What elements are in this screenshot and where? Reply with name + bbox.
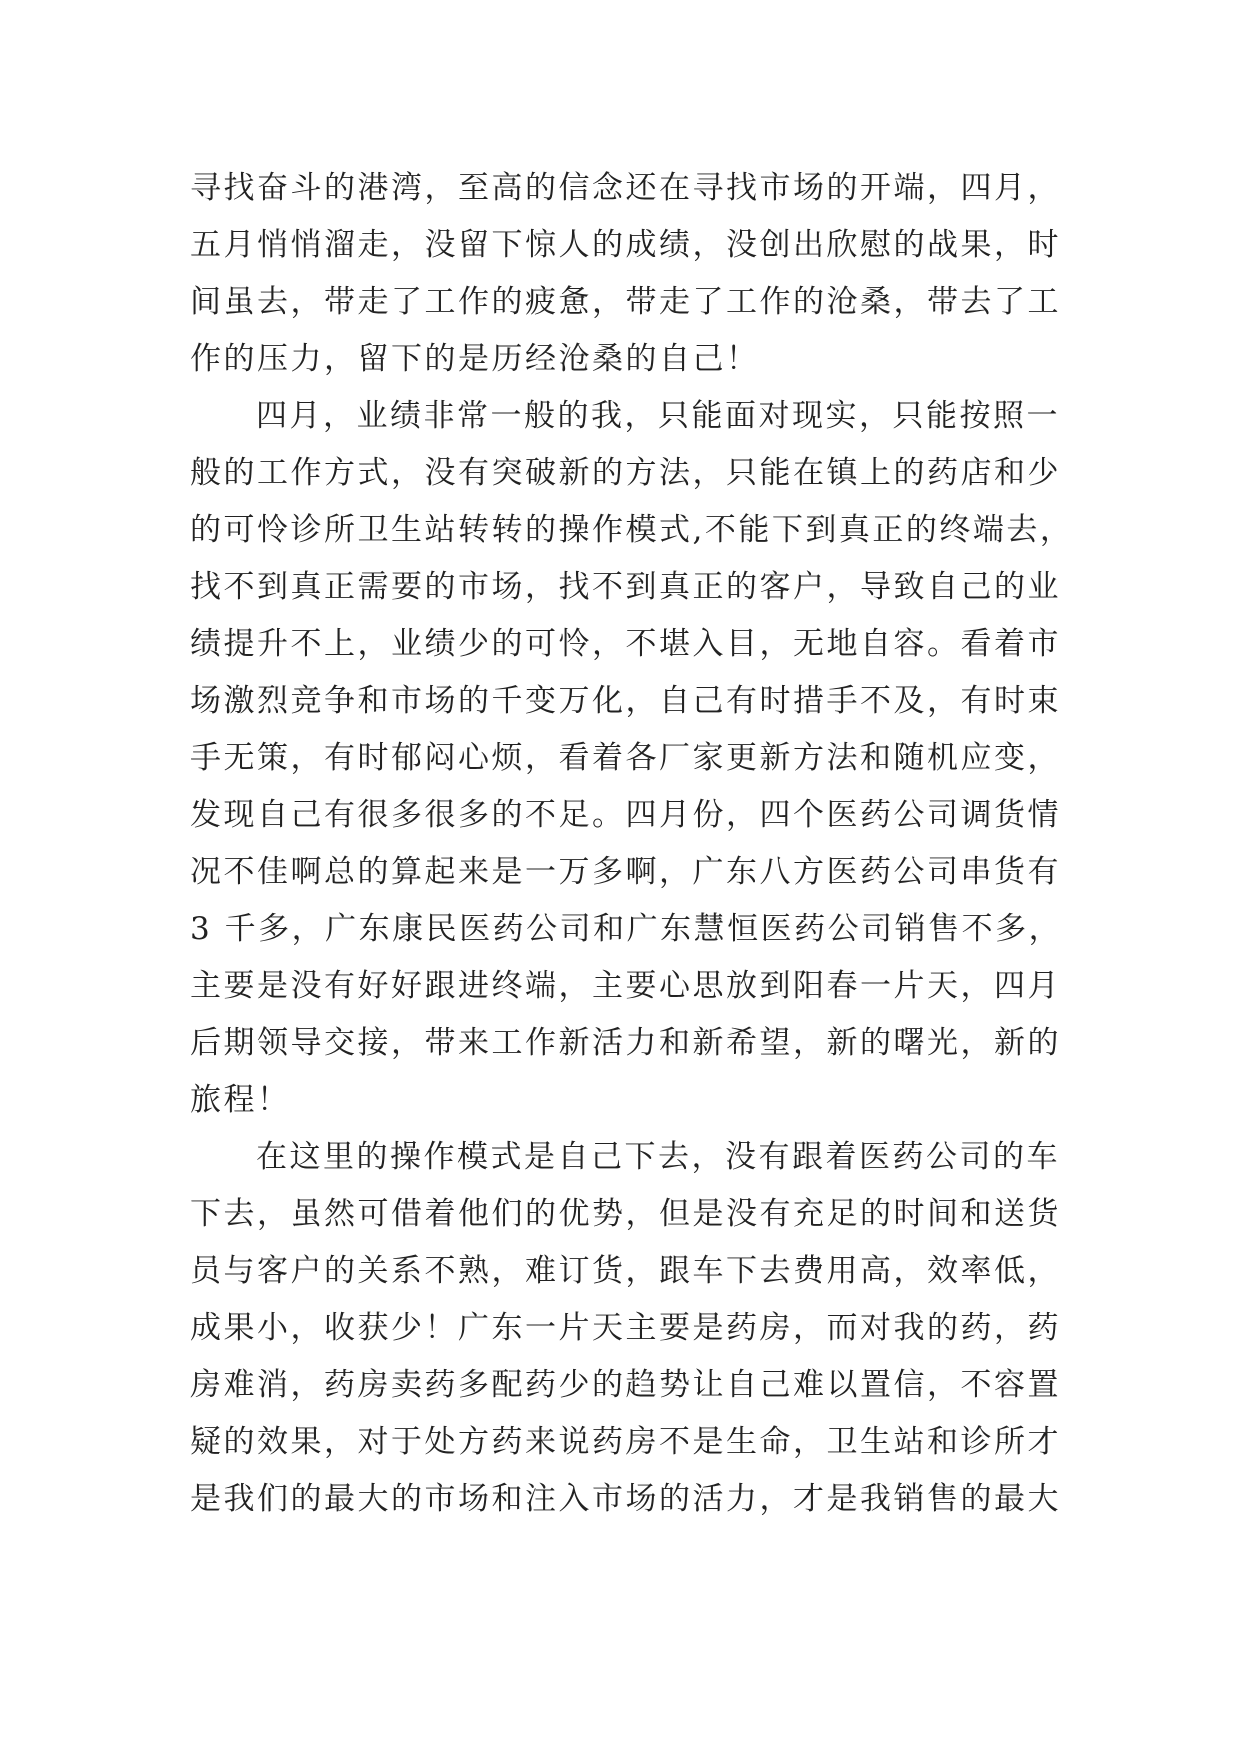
text-line: 旅程！: [190, 1082, 291, 1118]
text-line: 是我们的最大的市场和注入市场的活力，才是我销售的最大: [190, 1481, 1061, 1517]
text-line: 下去，虽然可借着他们的优势，但是没有充足的时间和送货: [190, 1196, 1061, 1232]
text-line: 房难消，药房卖药多配药少的趋势让自己难以置信，不容置: [190, 1367, 1061, 1403]
paragraph-first-line: 在这里的操作模式是自己下去，没有跟着医药公司的车: [256, 1139, 1060, 1175]
text-line: 寻找奋斗的港湾，至高的信念还在寻找市场的开端，四月，: [190, 170, 1061, 206]
text-line: 绩提升不上，业绩少的可怜，不堪入目，无地自容。看着市: [190, 626, 1061, 662]
text-line: 手无策，有时郁闷心烦，看着各厂家更新方法和随机应变，: [190, 740, 1061, 776]
text-line: 成果小，收获少！广东一片天主要是药房，而对我的药，药: [190, 1310, 1061, 1346]
text-line: 后期领导交接，带来工作新活力和新希望，新的曙光，新的: [190, 1025, 1061, 1061]
text-line: 的可怜诊所卫生站转转的操作模式,不能下到真正的终端去，: [190, 512, 1074, 548]
paragraph-first-line: 四月，业绩非常一般的我，只能面对现实，只能按照一: [256, 398, 1060, 434]
text-line: 作的压力，留下的是历经沧桑的自己！: [190, 341, 760, 377]
body-text: [190, 160, 1074, 1528]
text-line: 员与客户的关系不熟，难订货，跟车下去费用高，效率低，: [190, 1253, 1061, 1289]
text-line: 找不到真正需要的市场，找不到真正的客户，导致自己的业: [190, 569, 1061, 605]
text-line: 五月悄悄溜走，没留下惊人的成绩，没创出欣慰的战果，时: [190, 227, 1061, 263]
text-line: 主要是没有好好跟进终端，主要心思放到阳春一片天，四月: [190, 968, 1061, 1004]
text-line: 发现自己有很多很多的不足。四月份，四个医药公司调货情: [190, 797, 1061, 833]
text-line: 3 千多，广东康民医药公司和广东慧恒医药公司销售不多，: [190, 911, 1063, 947]
text-line: 间虽去，带走了工作的疲惫，带走了工作的沧桑，带去了工: [190, 284, 1061, 320]
text-line: 场激烈竞争和市场的千变万化，自己有时措手不及，有时束: [190, 683, 1061, 719]
text-line: 况不佳啊总的算起来是一万多啊，广东八方医药公司串货有: [190, 854, 1061, 890]
text-line: 疑的效果，对于处方药来说药房不是生命，卫生站和诊所才: [190, 1424, 1061, 1460]
text-line: 般的工作方式，没有突破新的方法，只能在镇上的药店和少: [190, 455, 1061, 491]
